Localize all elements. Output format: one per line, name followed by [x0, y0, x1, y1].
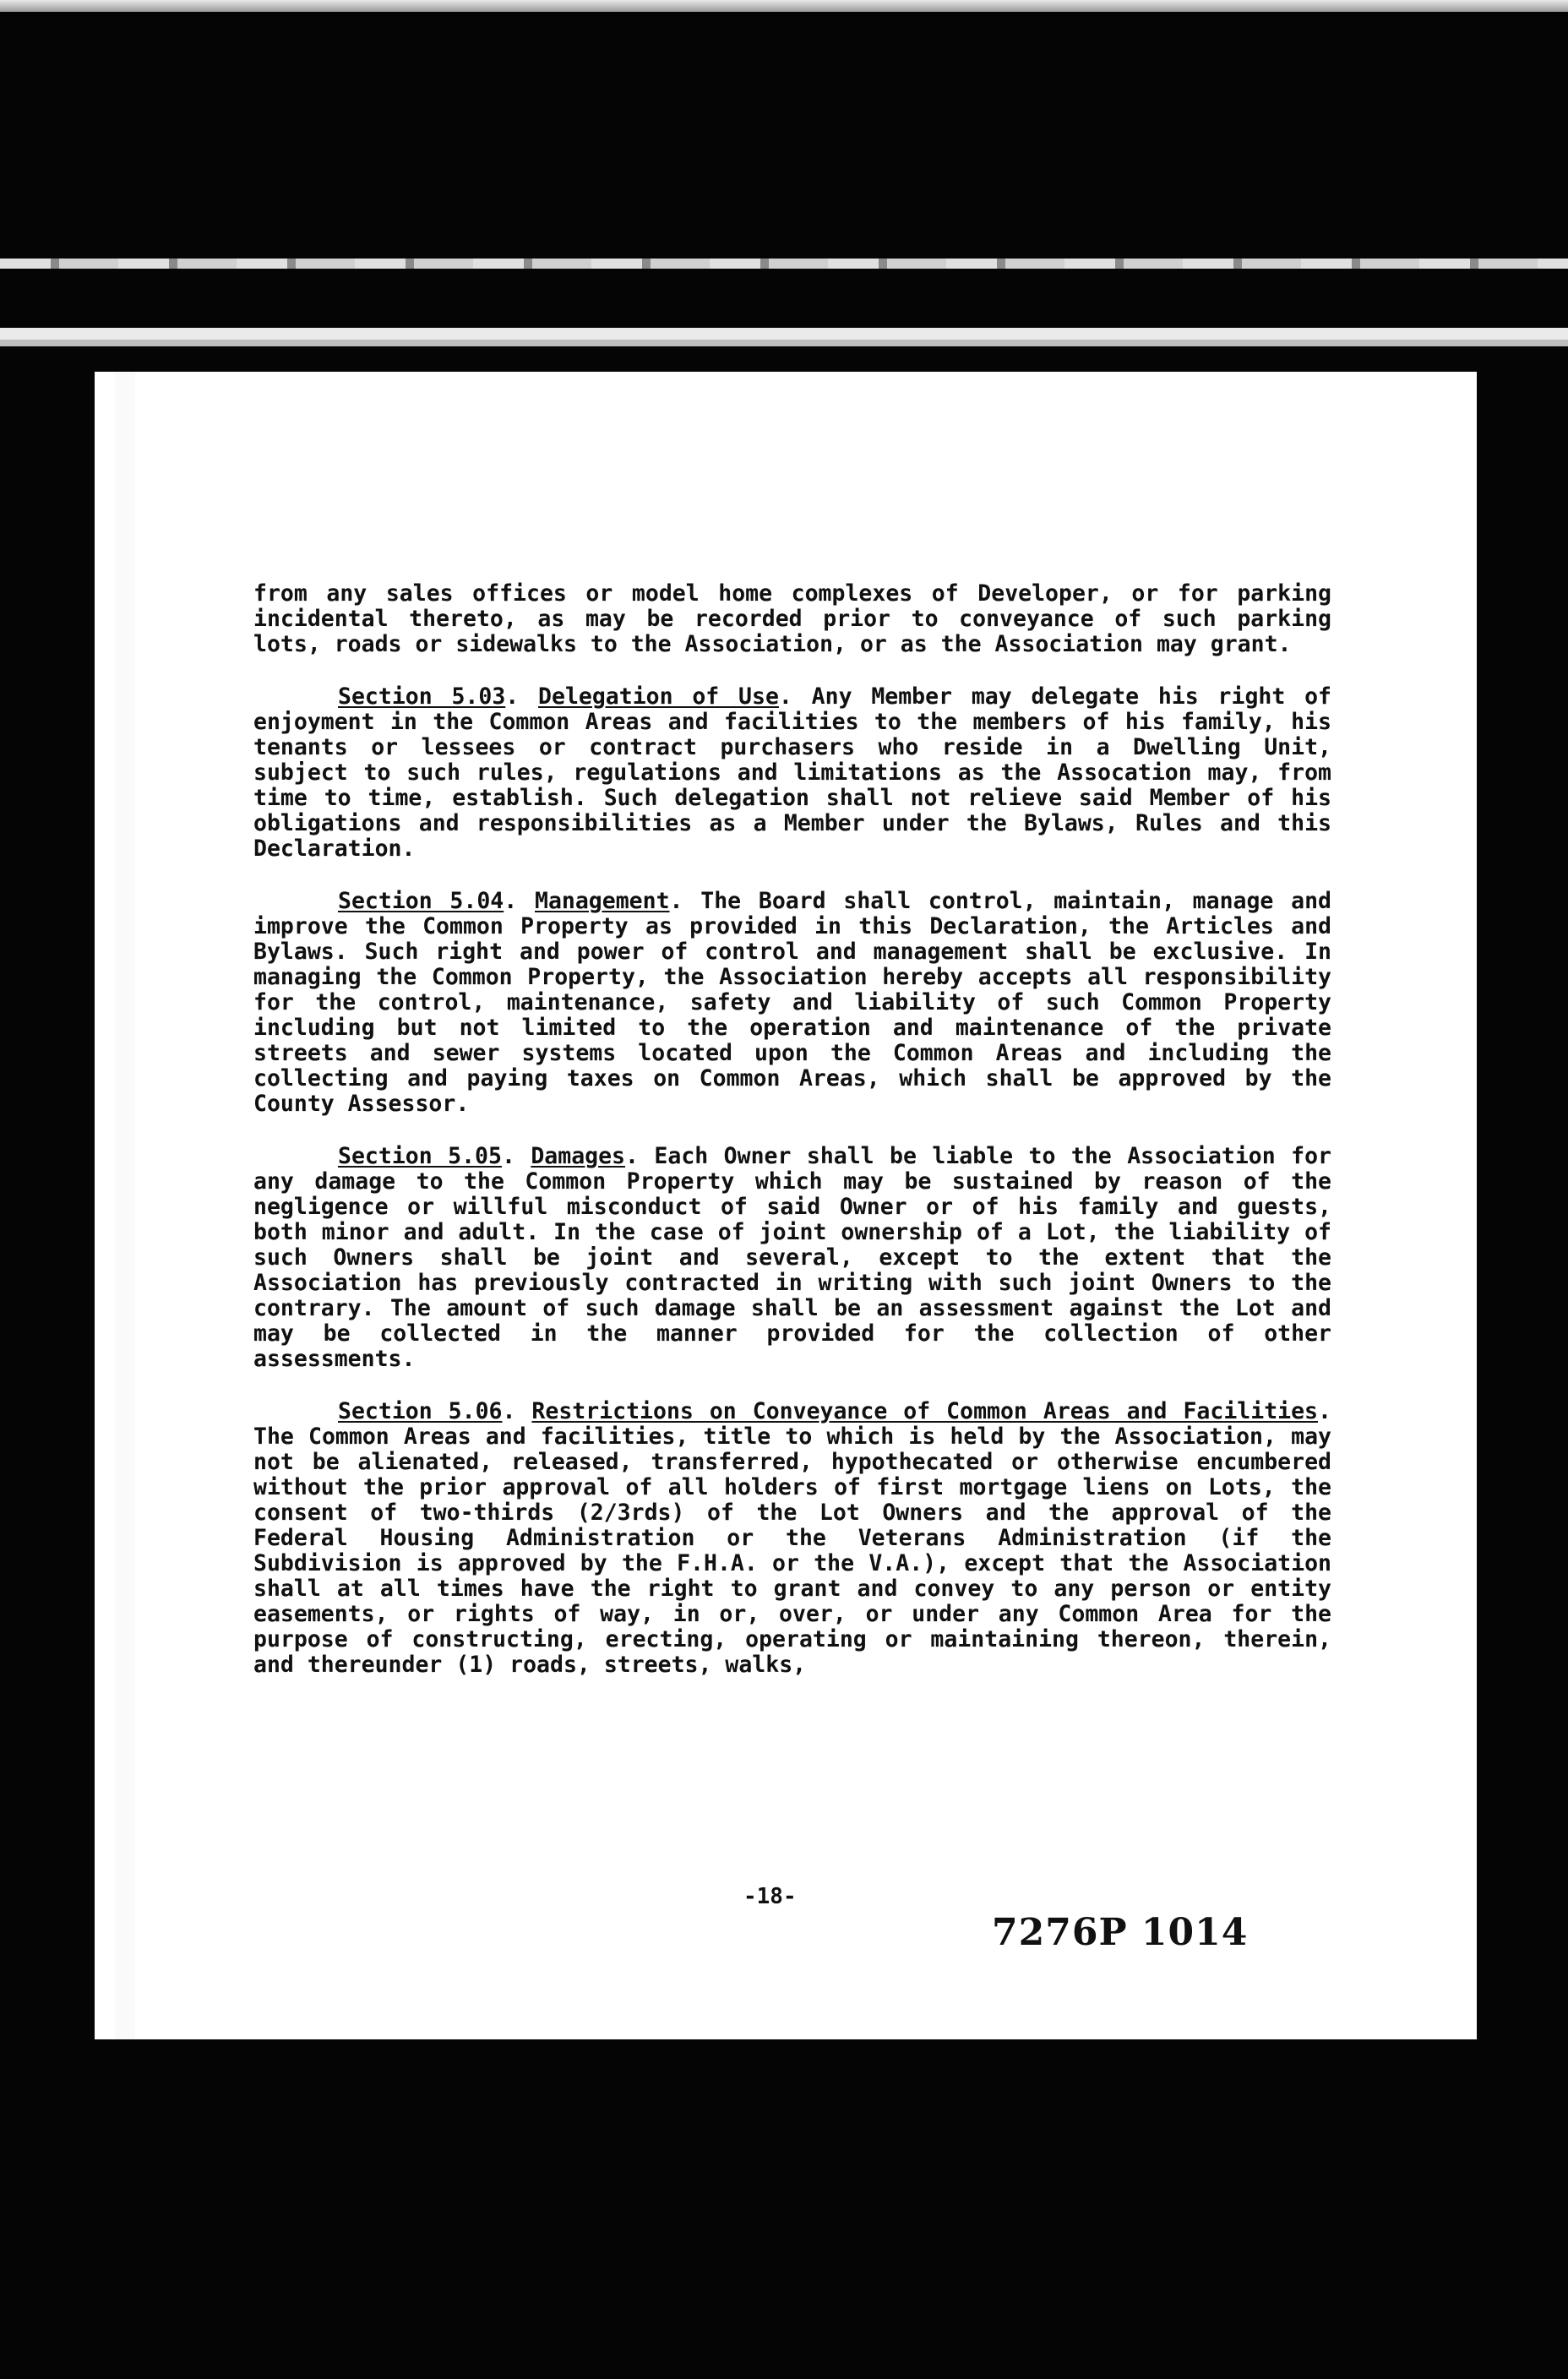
section-body: Each Owner shall be liable to the Association for any damage to the Common Property which may be sustained by reason of the negligence or willful misconduct of said Owner or of his family and guests, both minor and adult. In the case of joint ownership of a Lot, the liability of such Owners shall be joint and several, except to the extent that the Association has previously contracted in writing with such joint Owners to the contrary. The amount of such damage shall be an assessment against the Lot and may be collected in the manner provided for the collection of other assessments. — [253, 1143, 1331, 1372]
section-heading: Restrictions on Conveyance of Common Areas and Facilities — [531, 1398, 1319, 1424]
section-separator: . — [505, 683, 539, 710]
section-number: Section 5.04 — [338, 888, 504, 914]
section-heading: Damages — [531, 1143, 626, 1169]
section-5-03 — [253, 684, 1331, 862]
section-separator: . — [501, 1143, 531, 1169]
section-heading: Delegation of Use — [538, 683, 779, 710]
scan-noise-top — [0, 0, 1568, 12]
section-body: The Common Areas and facilities, title to which is held by the Association, may not be alienated, released, transferred, hypothecated or otherwise encumbered without the prior approval of all holders of first mortgage liens on Lots, the consent of two-thirds (2/3rds) of the Lot Owners and the approval of the Federal Housing Administration or the Veterans Administration (if the Subdivision is approved by the F.H.A. or the V.A.), except that the Association shall at all times have the right to grant and convey to any person or entity easements, or rights of way, in or, over, or under any Common Area for the purpose of constructing, erecting, operating or maintaining thereon, therein, and thereunder (1) roads, streets, walks, — [253, 1424, 1331, 1678]
section-separator: . — [778, 683, 812, 710]
section-heading: Management — [534, 888, 670, 914]
section-5-06 — [253, 1399, 1331, 1678]
section-5-05 — [253, 1144, 1331, 1372]
scan-noise-band-lower — [0, 340, 1568, 346]
section-separator: . — [1318, 1398, 1331, 1424]
scan-noise-band — [0, 328, 1568, 340]
section-separator: . — [625, 1143, 655, 1169]
document-body — [253, 581, 1331, 1705]
section-number: Section 5.03 — [338, 683, 506, 710]
intro-paragraph: from any sales offices or model home complexes of Developer, or for parking incidental thereto, as may be recorded prior to conveyance of such parking lots, roads or sidewalks to the Association, or as the Association may grant. — [253, 580, 1331, 657]
scan-noise-streak — [0, 259, 1568, 269]
page-number: -18- — [743, 1884, 797, 1909]
page-edge — [115, 372, 135, 2039]
section-separator: . — [669, 888, 701, 914]
recording-stamp: 7276P 1014 — [992, 1911, 1249, 1954]
section-number: Section 5.06 — [338, 1398, 503, 1424]
section-number: Section 5.05 — [338, 1143, 502, 1169]
section-separator: . — [504, 888, 535, 914]
section-body: The Board shall control, maintain, manage and improve the Common Property as provided in this Declaration, the Articles and Bylaws. Such right and power of control and management shall be exclusive. In managing the Common Property, the Association hereby accepts all responsibility for the control, maintenance, safety and liability of such Common Property including but not limited to the operation and maintenance of the private streets and sewer systems located upon the Common Areas and including the collecting and paying taxes on Common Areas, which shall be approved by the County Assessor. — [253, 888, 1331, 1117]
section-5-04 — [253, 889, 1331, 1117]
section-separator: . — [502, 1398, 532, 1424]
section-body: Any Member may delegate his right of enjoyment in the Common Areas and facilities to the members of his family, his tenants or lessees or contract purchasers who reside in a Dwelling Unit, subject to such rules, regulations and limitations as the Assocation may, from time to time, establish. Such delegation shall not relieve said Member of his obligations and responsibilities as a Member under the Bylaws, Rules and this Declaration. — [253, 683, 1331, 862]
document-page — [95, 372, 1477, 2039]
